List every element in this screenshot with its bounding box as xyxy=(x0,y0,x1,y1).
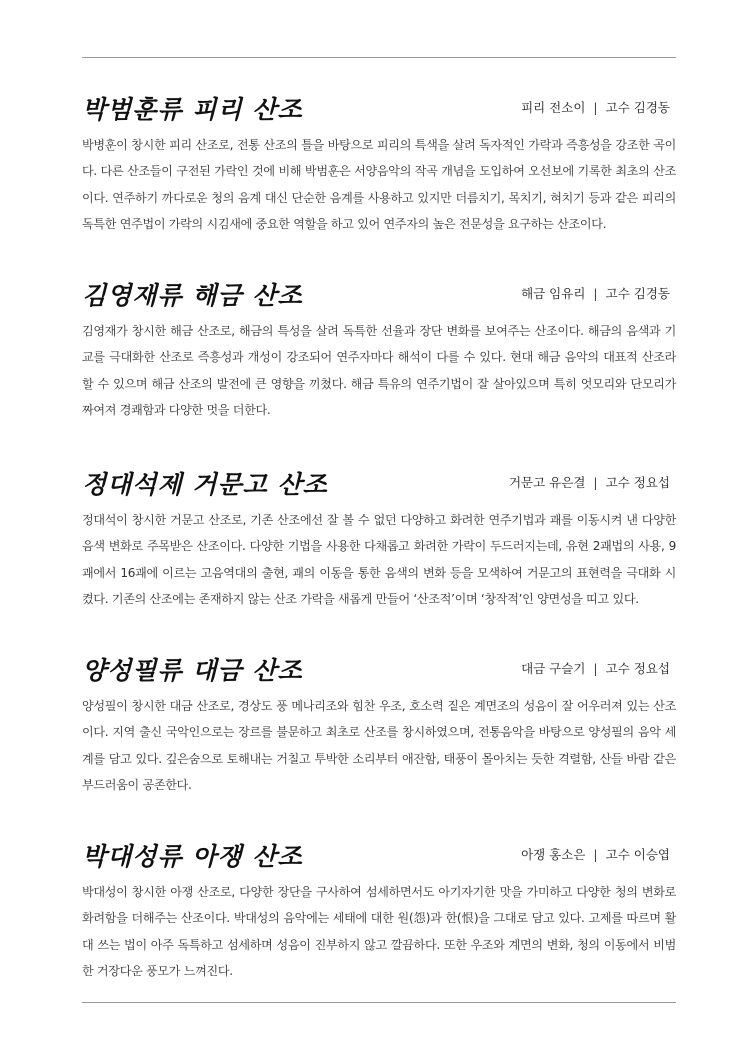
performer-name: 피리 전소이 xyxy=(521,100,586,115)
performer-credit xyxy=(521,284,670,302)
program-section-daegeum xyxy=(82,651,676,799)
program-section-ajaeng xyxy=(82,837,676,985)
performer-name: 거문고 유은결 xyxy=(508,475,586,490)
accompanist-name: 고수 이승엽 xyxy=(605,847,670,862)
performer-name: 아쟁 홍소은 xyxy=(521,847,586,862)
performer-name: 대금 구슬기 xyxy=(521,661,586,676)
section-description: 박대성이 창시한 아쟁 산조로, 다양한 장단을 구사하여 섬세하면서도 아기자기한 맛을 가미하고 다양한 청의 변화로 화려함을 더해주는 산조이다. 박대성의 음악에는 세태에 대한 원(怨)과 한(恨)을 그대로 담고 있다. 고제를 따르며 활대 쓰는 법이 아주 독특하고 섬세하며 성음이 진부하지 않고 깔끔하다. 또한 우조와 계면의 변화, 청의 이동에서 비범한 거장다운 풍모가 느껴진다. xyxy=(82,885,676,979)
section-description: 박병훈이 창시한 피리 산조로, 전통 산조의 틀을 바탕으로 피리의 특색을 살려 독자적인 가락과 즉흥성을 강조한 곡이다. 다른 산조들이 구전된 가락인 것에 비해 박범훈은 서양음악의 작곡 개념을 도입하여 오선보에 기록한 최초의 산조이다. 연주하기 까다로운 청의 음계 대신 단순한 음계를 사용하고 있지만 더름치기, 목치기, 혀치기 등과 같은 피리의 독특한 연주법이 가락의 시김새에 중요한 역할을 하고 있어 연주자의 높은 전문성을 요구하는 산조이다. xyxy=(82,138,676,232)
section-title: 박대성류 아쟁 산조 xyxy=(82,842,303,871)
accompanist-name: 고수 정요섭 xyxy=(605,475,670,490)
program-section-haegeum xyxy=(82,276,676,424)
credit-separator: | xyxy=(593,661,598,676)
section-title: 양성필류 대금 산조 xyxy=(82,656,303,685)
program-section-geomungo xyxy=(82,465,676,613)
accompanist-name: 고수 정요섭 xyxy=(605,661,670,676)
section-description: 김영재가 창시한 해금 산조로, 해금의 특성을 살려 독특한 선율과 장단 변화를 보여주는 산조이다. 해금의 음색과 기교를 극대화한 산조로 즉흥성과 개성이 강조되어 연주자마다 해석이 다를 수 있다. 현대 해금 음악의 대표적 산조라 할 수 있으며 해금 산조의 발전에 큰 영향을 끼쳤다. 해금 특유의 연주기법이 잘 살아있으며 특히 엇모리와 단모리가 짜여져 경쾌함과 다양한 멋을 더한다. xyxy=(82,324,676,418)
credit-separator: | xyxy=(593,475,598,490)
bottom-divider xyxy=(82,1002,676,1003)
section-title: 김영재류 해금 산조 xyxy=(82,281,303,310)
performer-name: 해금 임유리 xyxy=(521,286,586,301)
performer-credit xyxy=(521,98,670,116)
section-description: 양성필이 창시한 대금 산조로, 경상도 풍 메나리조와 힘찬 우조, 호소력 짙은 계면조의 성음이 잘 어우러져 있는 산조이다. 지역 출신 국악인으로는 장르를 불문하고 최초로 산조를 창시하였으며, 전통음악을 바탕으로 양성필의 음악 세계를 담고 있다. 깊은숨으로 토해내는 거칠고 투박한 소리부터 애잔함, 태풍이 몰아치는 듯한 격렬함, 산들 바람 같은 부드러움이 공존한다. xyxy=(82,699,676,793)
program-section-piri xyxy=(82,90,676,238)
section-title: 박범훈류 피리 산조 xyxy=(82,95,303,124)
credit-separator: | xyxy=(593,286,598,301)
top-divider xyxy=(82,57,676,58)
credit-separator: | xyxy=(593,847,598,862)
section-description: 정대석이 창시한 거문고 산조로, 기존 산조에선 잘 볼 수 없던 다양하고 화려한 연주기법과 괘를 이동시켜 낸 다양한 음색 변화로 주목받은 산조이다. 다양한 기법을 사용한 다채롭고 화려한 가락이 두드러지는데, 유현 2괘법의 사용, 9괘에서 16괘에 이르는 고음역대의 출현, 괘의 이동을 통한 음색의 변화 등을 모색하여 거문고의 표현력을 극대화 시켰다. 기존의 산조에는 존재하지 않는 산조 가락을 새롭게 만들어 ‘산조적’이며 ‘창작적’인 양면성을 띠고 있다. xyxy=(82,513,676,607)
performer-credit xyxy=(521,845,670,863)
accompanist-name: 고수 김경동 xyxy=(605,286,670,301)
credit-separator: | xyxy=(593,100,598,115)
performer-credit xyxy=(521,659,670,677)
section-title: 정대석제 거문고 산조 xyxy=(82,470,328,499)
performer-credit xyxy=(509,473,670,491)
accompanist-name: 고수 김경동 xyxy=(605,100,670,115)
